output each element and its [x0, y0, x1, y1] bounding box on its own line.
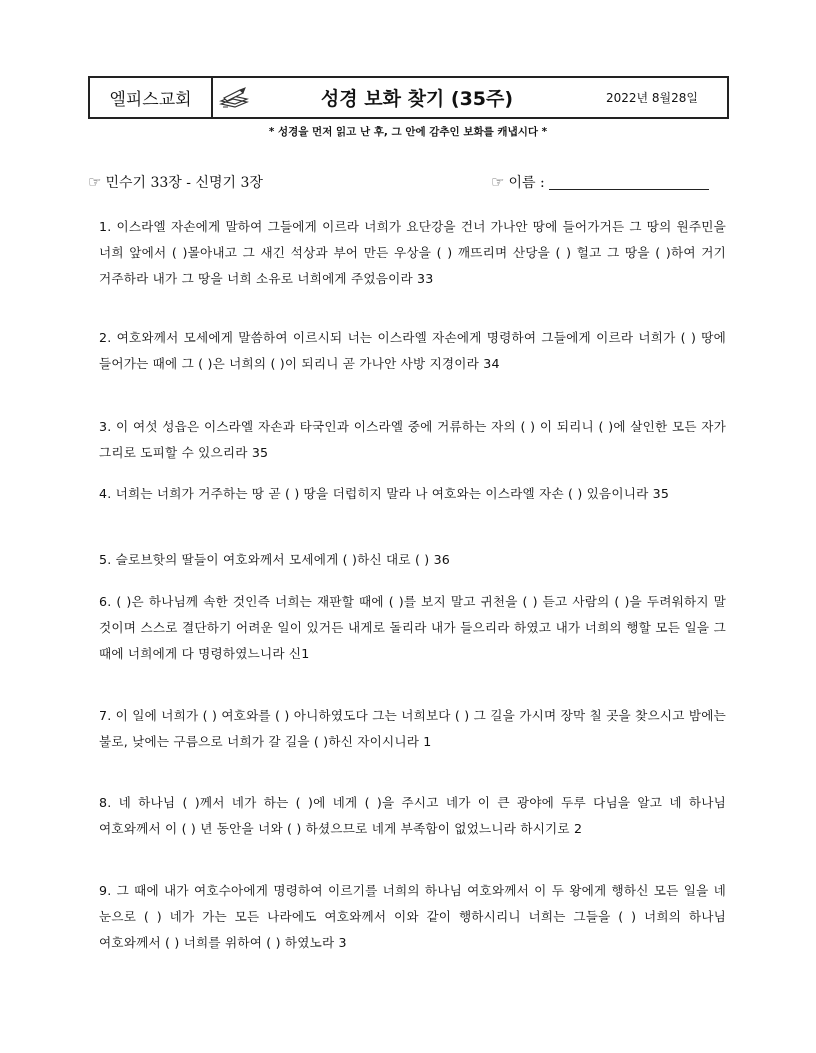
question-5: 5. 슬로브핫의 딸들이 여호와께서 모세에게 ( )하신 대로 ( ) 36 — [99, 552, 451, 567]
instruction-text: * 성경을 먼저 읽고 난 후, 그 안에 감추인 보화를 캐냅시다 * — [268, 126, 548, 138]
scripture-range-text: 민수기 33장 - 신명기 3장 — [105, 175, 263, 191]
church-name: 엘피스교회 — [90, 78, 213, 117]
book-pencil-icon — [213, 78, 257, 117]
question-7: 7. 이 일에 너희가 ( ) 여호와를 ( ) 아니하였도다 그는 너희보다 ( ) 그 길을 가시며 장막 칠 곳을 찾으시고 밤에는 불로, 낮에는 구름으로 너희가 갈 길을 ( )하신 자이시니라 1 — [99, 708, 726, 749]
question-2: 2. 여호와께서 모세에게 말씀하여 이르시되 너는 이스라엘 자손에게 명령하여 그들에게 이르라 너희가 ( ) 땅에 들어가는 때에 그 ( )은 너희의 ( )이 되리니 곧 가나안 사방 지경이라 34 — [99, 330, 726, 371]
name-field[interactable] — [491, 172, 709, 192]
question-6: 6. ( )은 하나님께 속한 것인즉 너희는 재판할 때에 ( )를 보지 말고 귀천을 ( ) 듣고 사람의 ( )을 두려워하지 말 것이며 스스로 결단하기 어려운 일이 있거든 내게로 돌리라 내가 들으리라 하였고 내가 너희의 행할 모든 일을 그 때에 너희에게 다 명령하였느니라 신1 — [99, 594, 726, 661]
worksheet-header — [88, 76, 729, 119]
pointing-hand-icon: ☞ — [88, 173, 102, 191]
name-label: 이름 : — [508, 175, 545, 191]
pointing-hand-icon: ☞ — [491, 173, 505, 191]
question-1: 1. 이스라엘 자손에게 말하여 그들에게 이르라 너희가 요단강을 건너 가나안 땅에 들어가거든 그 땅의 원주민을 너희 앞에서 ( )몰아내고 그 새긴 석상과 부어 만든 우상을 ( ) 깨뜨리며 산당을 ( ) 헐고 그 땅을 ( )하여 거기 거주하라 내가 그 땅을 너희 소유로 너희에게 주었음이라 33 — [99, 219, 726, 286]
scripture-range — [88, 172, 263, 192]
worksheet-date: 2022년 8월28일 — [605, 91, 699, 105]
question-4: 4. 너희는 너희가 거주하는 땅 곧 ( ) 땅을 더럽히지 말라 나 여호와는 이스라엘 자손 ( ) 있음이니라 35 — [99, 486, 670, 501]
question-8: 8. 네 하나님 ( )께서 네가 하는 ( )에 네게 ( )을 주시고 네가 이 큰 광야에 두루 다님을 알고 네 하나님 여호와께서 이 ( ) 년 동안을 너와 ( ) 하셨으므로 네게 부족함이 없었느니라 하시기로 2 — [99, 795, 726, 836]
question-3: 3. 이 여섯 성읍은 이스라엘 자손과 타국인과 이스라엘 중에 거류하는 자의 ( ) 이 되리니 ( )에 살인한 모든 자가 그리로 도피할 수 있으리라 35 — [99, 419, 726, 460]
name-input-line[interactable] — [549, 175, 709, 190]
question-9: 9. 그 때에 내가 여호수아에게 명령하여 이르기를 너희의 하나님 여호와께서 이 두 왕에게 행하신 모든 일을 네 눈으로 ( ) 네가 가는 모든 나라에도 여호와께서 이와 같이 행하시리니 너희는 그들을 ( ) 너희의 하나님 여호와께서 ( ) 너희를 위하여 ( ) 하였노라 3 — [99, 883, 726, 950]
worksheet-title: 성경 보화 찾기 (35주) — [320, 88, 514, 110]
